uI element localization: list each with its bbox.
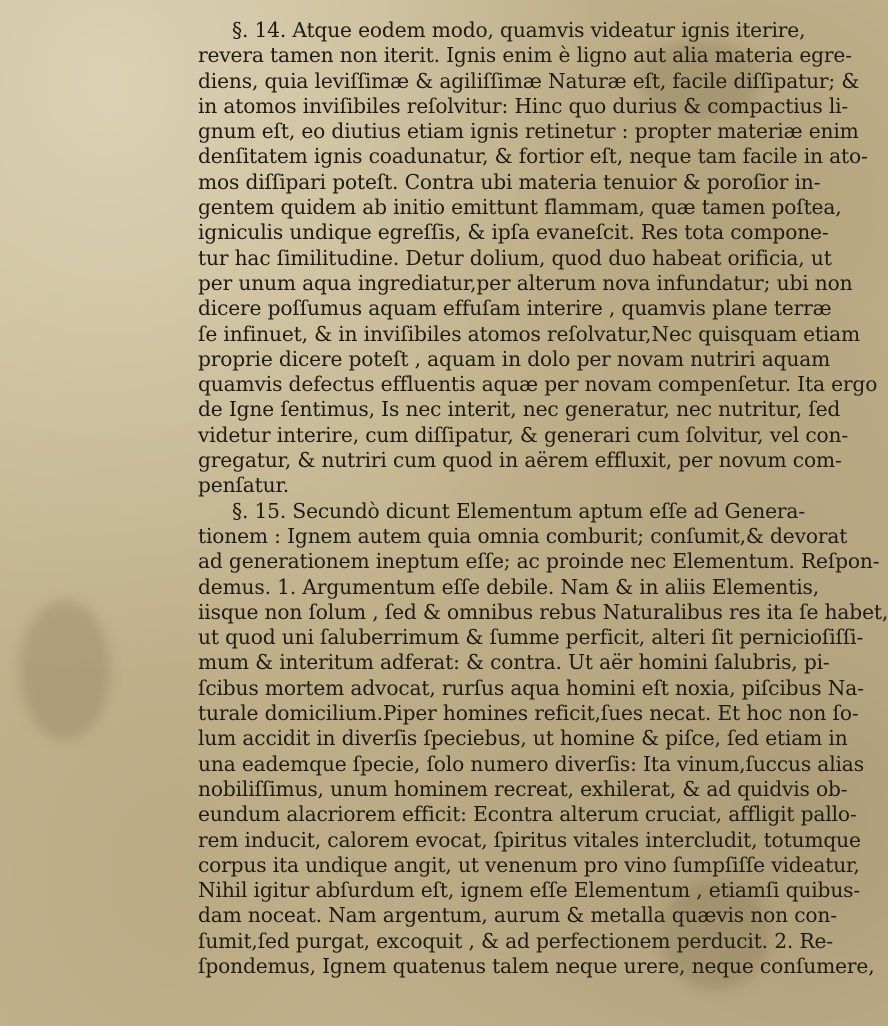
text-line: corpus ita undique angit, ut venenum pro vino ſumpſiſſe videatur, — [198, 852, 860, 877]
text-line: §. 15. Secundò dicunt Elementum aptum eſſe ad Genera- — [232, 498, 805, 523]
body-text — [198, 18, 888, 979]
text-line: gregatur, & nutriri cum quod in aërem effluxit, per novum com- — [198, 448, 842, 473]
text-line: de Igne ſentimus, Is nec interit, nec generatur, nec nutritur, ſed — [198, 397, 841, 422]
text-line: gentem quidem ab initio emittunt flammam, quæ tamen poſtea, — [198, 195, 842, 220]
text-line: Nihil igitur abſurdum eſt, ignem eſſe Elementum , etiamſi quibus- — [198, 878, 861, 903]
text-line: proprie dicere poteſt , aquam in dolo per novam nutriri aquam — [198, 346, 831, 371]
text-line: dicere poſſumus aquam effuſam interire , quamvis plane terræ — [198, 296, 832, 321]
text-line: per unum aqua ingrediatur,per alterum nova infundatur; ubi non — [198, 270, 853, 295]
text-line: quamvis defectus effluentis aquæ per novam compenſetur. Ita ergo — [198, 372, 878, 397]
text-line: rem inducit, calorem evocat, ſpiritus vitales intercludit, totumque — [198, 827, 861, 852]
text-line: nobiliſſimus, unum hominem recreat, exhilerat, & ad quidvis ob- — [198, 776, 848, 801]
text-line: mos diſſipari poteſt. Contra ubi materia tenuior & poroſior in- — [198, 169, 821, 194]
text-line: ut quod uni ſaluberrimum & ſumme perficit, alteri ſit pernicioſiſſi- — [198, 625, 864, 650]
paper-stain — [20, 600, 110, 740]
text-line: ſcibus mortem advocat, rurſus aqua homini eſt noxia, piſcibus Na- — [198, 675, 864, 700]
text-line: videtur interire, cum diſſipatur, & generari cum ſolvitur, vel con- — [198, 422, 849, 447]
text-line: dam noceat. Nam argentum, aurum & metalla quævis non con- — [198, 903, 837, 928]
text-line: turale domicilium.Piper homines reficit,ſues necat. Et hoc non ſo- — [198, 701, 859, 726]
text-line: demus. 1. Argumentum eſſe debile. Nam & in aliis Elementis, — [198, 574, 819, 599]
text-line: eundum alacriorem efficit: Econtra alterum cruciat, affligit pallo- — [198, 802, 857, 827]
text-line: diens, quia leviſſimæ & agiliſſimæ Naturæ eſt, facile diſſipatur; & — [198, 68, 860, 93]
text-line: mum & interitum adferat: & contra. Ut aër homini ſalubris, pi- — [198, 650, 830, 675]
text-line: ſe infinuet, & in inviſibiles atomos reſolvatur,Nec quisquam etiam — [198, 321, 861, 346]
text-line: penſatur. — [198, 473, 289, 498]
text-line: in atomos inviſibiles reſolvitur: Hinc quo durius & compactius li- — [198, 93, 849, 118]
text-line: ſpondemus, Ignem quatenus talem neque urere, neque conſumere, — [198, 953, 875, 978]
text-line: ad generationem ineptum eſſe; ac proinde nec Elementum. Reſpon- — [198, 549, 880, 574]
text-line: revera tamen non iterit. Ignis enim è ligno aut alia materia egre- — [198, 43, 852, 68]
text-line: tur hac ſimilitudine. Detur dolium, quod duo habeat orificia, ut — [198, 245, 832, 270]
text-line: ſumit,ſed purgat, excoquit , & ad perfectionem perducit. 2. Re- — [198, 928, 833, 953]
text-line: §. 14. Atque eodem modo, quamvis videatur ignis iterire, — [232, 18, 806, 42]
text-line: una eademque ſpecie, ſolo numero diverſis: Ita vinum,ſuccus alias — [198, 751, 864, 776]
text-line: tionem : Ignem autem quia omnia comburit; conſumit,& devorat — [198, 523, 848, 548]
text-line: iisque non ſolum , ſed & omnibus rebus Naturalibus res ita ſe habet, — [198, 599, 888, 624]
text-line: gnum eſt, eo diutius etiam ignis retinetur : propter materiæ enim — [198, 119, 859, 144]
text-line: igniculis undique egreſſis, & ipſa evaneſcit. Res tota compone- — [198, 220, 829, 245]
text-line: denſitatem ignis coadunatur, & fortior eſt, neque tam facile in ato- — [198, 144, 868, 169]
text-line: lum accidit in diverſis ſpeciebus, ut homine & piſce, ſed etiam in — [198, 726, 848, 751]
